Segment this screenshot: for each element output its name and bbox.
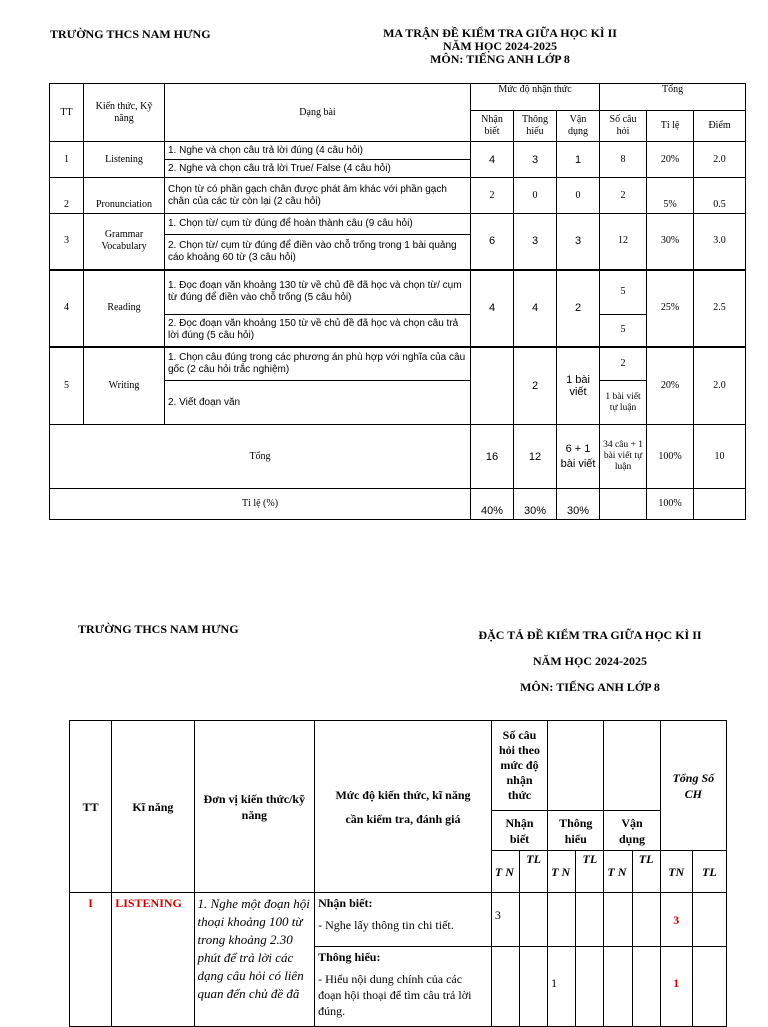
cell-th: 2 bbox=[514, 347, 557, 425]
spec-header-skill: Kĩ năng bbox=[112, 721, 194, 893]
spec-header-understand: Thông hiểu bbox=[548, 811, 604, 851]
cell-ratio: 20% bbox=[647, 347, 694, 425]
cell-type: 1. Đọc đoạn văn khoảng 130 từ về chủ đề đã học và chọn từ/ cụm từ đúng để điền vào chỗ trống (5 câu hỏi) bbox=[165, 270, 471, 315]
cell-ratio: 20% bbox=[647, 142, 694, 178]
cell-th: 30% bbox=[514, 489, 557, 520]
cell-th: 12 bbox=[514, 425, 557, 489]
spec-cell-skill: LISTENING bbox=[112, 893, 194, 1027]
cell-count: 1 bài viết tự luận bbox=[600, 381, 647, 425]
table-row-pronunciation bbox=[50, 178, 746, 214]
title-line-2: NĂM HỌC 2024-2025 bbox=[443, 39, 557, 53]
cell-nb: 4 bbox=[471, 270, 514, 347]
cell-tt: 1 bbox=[50, 142, 84, 178]
spec-header-count-group: Số câu hỏi theo mức độ nhận thức bbox=[491, 721, 547, 811]
table-row-writing bbox=[50, 347, 746, 381]
cell-ratio: 5% bbox=[647, 178, 694, 214]
spec-header-level-line-2: cần kiểm tra, đánh giá bbox=[345, 811, 461, 826]
spec-tn: T N bbox=[491, 851, 519, 893]
cell-skill: Listening bbox=[84, 142, 165, 178]
header-knowledge: Kiến thức, Kỹ năng bbox=[84, 84, 165, 142]
cell-type: 1. Nghe và chọn câu trả lời đúng (4 câu hỏi) bbox=[165, 142, 471, 160]
cell-nb: 2 bbox=[471, 178, 514, 214]
header-score: Điểm bbox=[694, 111, 746, 142]
cell-skill: Writing bbox=[84, 347, 165, 425]
cell-th: 0 bbox=[514, 178, 557, 214]
cell-type: 2. Viết đoạn văn bbox=[165, 381, 471, 425]
spec-cell-nb-tn: 3 bbox=[491, 893, 519, 947]
spec-header-level-line-1: Mức độ kiến thức, kĩ năng bbox=[335, 787, 471, 802]
spec-cell bbox=[576, 893, 604, 947]
spec-cell-level bbox=[315, 893, 492, 947]
spec-tn: T N bbox=[604, 851, 632, 893]
header-understand: Thông hiểu bbox=[514, 111, 557, 142]
spec-title-line-1: ĐẶC TẢ ĐỀ KIỂM TRA GIỮA HỌC KÌ II bbox=[478, 628, 702, 642]
cell-skill: Pronunciation bbox=[84, 178, 165, 214]
exam-matrix-table bbox=[49, 83, 746, 520]
cell-nb: 4 bbox=[471, 142, 514, 178]
document-title bbox=[340, 27, 660, 66]
spec-cell-unit: 1. Nghe một đoạn hội thoại khoảng 100 từ trong khoảng 2.30 phút để trả lời các dạng câu hỏi có liên quan đến chủ đề đã bbox=[194, 893, 315, 1027]
cell-score: 2.0 bbox=[694, 347, 746, 425]
spec-title-line-3: MÔN: TIẾNG ANH LỚP 8 bbox=[520, 680, 660, 694]
spec-cell-th-tn: 1 bbox=[548, 947, 576, 1027]
spec-cell bbox=[491, 947, 519, 1027]
cell-total-label: Tổng bbox=[50, 425, 471, 489]
spec-header-level bbox=[315, 721, 492, 893]
cell-type: 2. Nghe và chọn câu trả lời True/ False (4 câu hỏi) bbox=[165, 160, 471, 178]
cell-score: 0.5 bbox=[694, 178, 746, 214]
cell-skill: Grammar Vocabulary bbox=[84, 214, 165, 270]
spec-cell bbox=[520, 947, 548, 1027]
spec-table bbox=[69, 720, 727, 1027]
table-row-listening bbox=[50, 142, 746, 160]
school-name-2: TRƯỜNG THCS NAM HƯNG bbox=[78, 622, 239, 636]
cell-nb: 40% bbox=[471, 489, 514, 520]
cell-tt: 2 bbox=[50, 178, 84, 214]
cell-count: 5 bbox=[600, 315, 647, 347]
spec-total-tn: TN bbox=[660, 851, 692, 893]
spec-nb-title: Nhận biết: bbox=[318, 896, 373, 910]
cell-score: 2.5 bbox=[694, 270, 746, 347]
header-tt: TT bbox=[50, 84, 84, 142]
spec-cell bbox=[604, 893, 632, 947]
spec-tl: TL bbox=[520, 851, 548, 893]
spec-row-listening-nb bbox=[70, 893, 727, 947]
spec-cell-total-tn: 1 bbox=[660, 947, 692, 1027]
cell-count: 2 bbox=[600, 347, 647, 381]
cell-th: 3 bbox=[514, 214, 557, 270]
spec-title bbox=[440, 622, 740, 700]
spec-header-tt: TT bbox=[70, 721, 112, 893]
spec-th-desc: - Hiểu nội dung chính của các đoạn hội thoại để tìm câu trả lời đúng. bbox=[318, 972, 472, 1018]
cell-count: 12 bbox=[600, 214, 647, 270]
cell-type: Chọn từ có phần gạch chân được phát âm khác với phần gạch chân của các từ còn lại (2 câu hỏi) bbox=[165, 178, 471, 214]
cell-tt: 3 bbox=[50, 214, 84, 270]
cell-ratio: 100% bbox=[647, 425, 694, 489]
cell-nb bbox=[471, 347, 514, 425]
header-num-questions: Số câu hỏi bbox=[600, 111, 647, 142]
spec-cell bbox=[632, 947, 660, 1027]
cell-count bbox=[600, 489, 647, 520]
spec-header-total: Tổng Số CH bbox=[660, 721, 726, 851]
cell-type: 1. Chọn câu đúng trong các phương án phù hợp với nghĩa của câu gốc (2 câu hỏi trắc nghiệm) bbox=[165, 347, 471, 381]
cell-type: 2. Chọn từ/ cụm từ đúng để điền vào chỗ trống trong 1 bài quảng cáo khoảng 60 từ (3 câu hỏi) bbox=[165, 235, 471, 270]
spec-header-row bbox=[70, 721, 727, 811]
cell-score: 3.0 bbox=[694, 214, 746, 270]
cell-vd: 30% bbox=[557, 489, 600, 520]
cell-skill: Reading bbox=[84, 270, 165, 347]
spec-cell bbox=[692, 893, 726, 947]
spec-tl: TL bbox=[632, 851, 660, 893]
header-total-group: Tổng bbox=[600, 84, 746, 111]
spec-cell bbox=[520, 893, 548, 947]
spec-cell-level bbox=[315, 947, 492, 1027]
table-row-percent bbox=[50, 489, 746, 520]
cell-tt: 5 bbox=[50, 347, 84, 425]
spec-header-blank bbox=[604, 721, 660, 811]
cell-vd: 1 bài viết bbox=[557, 347, 600, 425]
cell-count: 2 bbox=[600, 178, 647, 214]
cell-vd: 6 + 1 bài viết bbox=[557, 425, 600, 489]
cell-score: 10 bbox=[694, 425, 746, 489]
spec-header-unit: Đơn vị kiến thức/kỹ năng bbox=[194, 721, 315, 893]
spec-cell bbox=[632, 893, 660, 947]
cell-ratio: 30% bbox=[647, 214, 694, 270]
header-recognize: Nhận biết bbox=[471, 111, 514, 142]
spec-header-apply: Vận dụng bbox=[604, 811, 660, 851]
cell-vd: 2 bbox=[557, 270, 600, 347]
cell-th: 4 bbox=[514, 270, 557, 347]
spec-cell-tt: I bbox=[70, 893, 112, 1027]
spec-title-line-2: NĂM HỌC 2024-2025 bbox=[533, 654, 647, 668]
cell-vd: 3 bbox=[557, 214, 600, 270]
spec-cell bbox=[692, 947, 726, 1027]
table-row-grammar bbox=[50, 214, 746, 235]
spec-tl: TL bbox=[576, 851, 604, 893]
cell-vd: 1 bbox=[557, 142, 600, 178]
spec-cell bbox=[576, 947, 604, 1027]
matrix-header-row bbox=[50, 84, 746, 111]
cell-th: 3 bbox=[514, 142, 557, 178]
header-type: Dạng bài bbox=[165, 84, 471, 142]
cell-score bbox=[694, 489, 746, 520]
spec-header-blank bbox=[548, 721, 604, 811]
title-line-1: MA TRẬN ĐỀ KIỂM TRA GIỮA HỌC KÌ II bbox=[383, 26, 617, 40]
cell-score: 2.0 bbox=[694, 142, 746, 178]
cell-ratio: 25% bbox=[647, 270, 694, 347]
spec-header-recognize: Nhận biết bbox=[491, 811, 547, 851]
header-level-group: Mức độ nhận thức bbox=[471, 84, 600, 111]
cell-count: 34 câu + 1 bài viết tự luận bbox=[600, 425, 647, 489]
header-ratio: Tỉ lệ bbox=[647, 111, 694, 142]
table-row-reading bbox=[50, 270, 746, 315]
cell-ratio: 100% bbox=[647, 489, 694, 520]
cell-count: 8 bbox=[600, 142, 647, 178]
school-name: TRƯỜNG THCS NAM HƯNG bbox=[50, 27, 211, 41]
cell-vd: 0 bbox=[557, 178, 600, 214]
cell-nb: 16 bbox=[471, 425, 514, 489]
spec-cell-total-tn: 3 bbox=[660, 893, 692, 947]
title-line-3: MÔN: TIẾNG ANH LỚP 8 bbox=[430, 52, 570, 66]
spec-cell bbox=[604, 947, 632, 1027]
cell-percent-label: Tỉ lệ (%) bbox=[50, 489, 471, 520]
header-apply: Vận dụng bbox=[557, 111, 600, 142]
cell-nb: 6 bbox=[471, 214, 514, 270]
spec-nb-desc: - Nghe lấy thông tin chi tiết. bbox=[318, 918, 454, 932]
cell-type: 1. Chọn từ/ cụm từ đúng để hoàn thành câu (9 câu hỏi) bbox=[165, 214, 471, 235]
spec-th-title: Thông hiểu: bbox=[318, 950, 381, 964]
spec-cell bbox=[548, 893, 576, 947]
cell-type: 2. Đọc đoạn văn khoảng 150 từ về chủ đề đã học và chọn câu trả lời đúng (5 câu hỏi) bbox=[165, 315, 471, 347]
table-row-total bbox=[50, 425, 746, 489]
spec-tn: T N bbox=[548, 851, 576, 893]
cell-count: 5 bbox=[600, 270, 647, 315]
spec-total-tl: TL bbox=[692, 851, 726, 893]
cell-tt: 4 bbox=[50, 270, 84, 347]
